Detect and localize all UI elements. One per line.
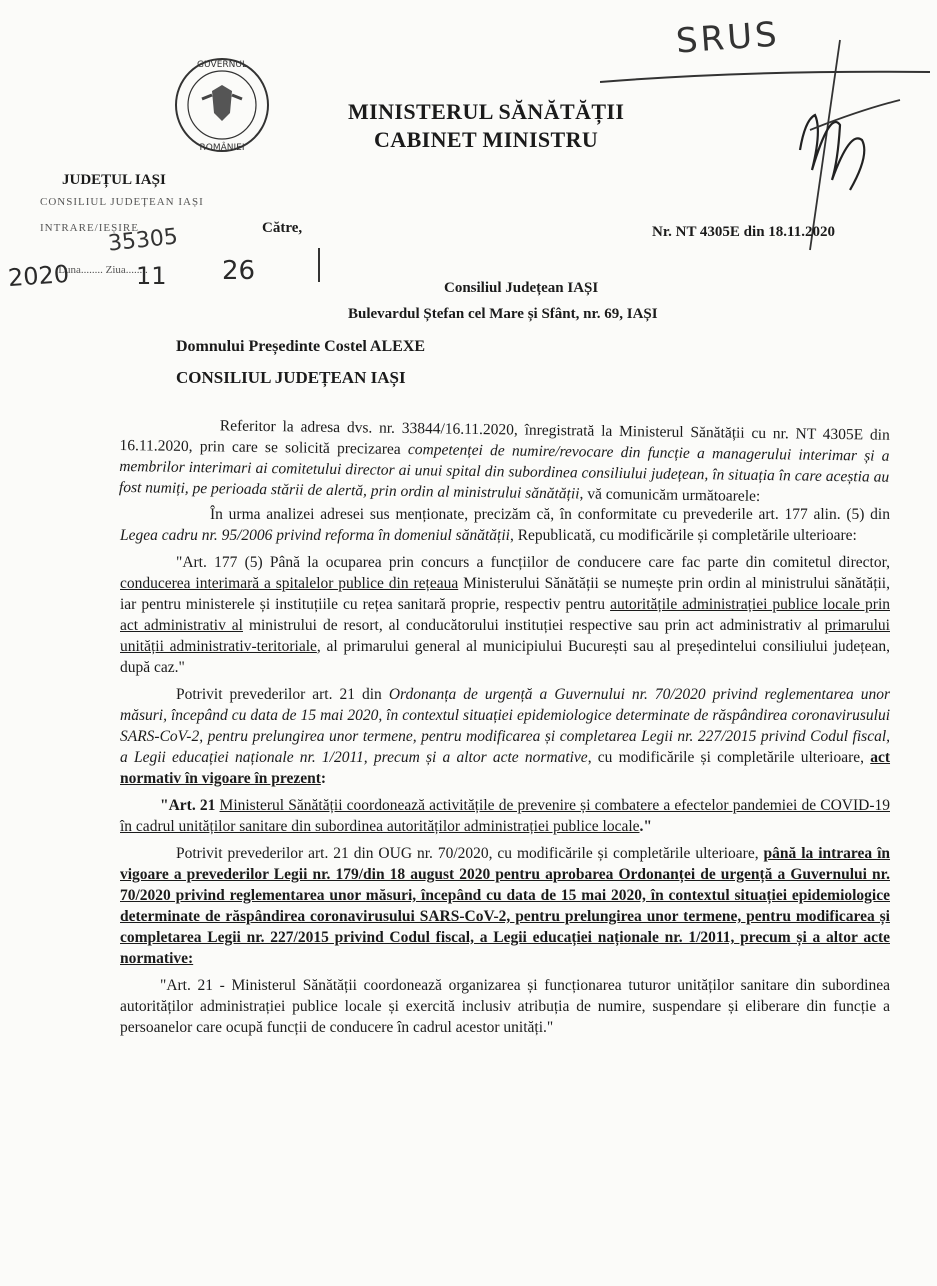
salutation-institution: CONSILIUL JUDEȚEAN IAȘI [176, 368, 406, 387]
recipient-label: Către, [262, 220, 303, 236]
stamp-number: 35305 [106, 224, 180, 257]
ministry-name: MINISTERUL SĂNĂTĂȚII [348, 99, 625, 124]
quote-art-177: "Art. 177 (5) Până la ocuparea prin concurs a funcțiilor de conducere care fac parte din comitetul director, conducerea interimară a spitalelor publice din rețeaua Ministerului Sănătății se numește prin ordin al ministrului sănătății, iar pentru ministerele și instituțiile cu rețea sanitară proprie, respectiv pentru autoritățile administrației publice locale prin act administrativ al ministrului de resort, al conducătorului instituției respective sau prin act administrativ al primarului unității administrativ-teritoriale, al primarului general al municipiului București sau al președintelui consiliului județean, după caz." [120, 554, 891, 676]
address-line1: Consiliul Județean IAȘI [444, 280, 599, 296]
salutation-name: Domnului Președinte Costel ALEXE [176, 338, 426, 355]
margin-mark [318, 248, 320, 282]
address-line2: Bulevardul Ștefan cel Mare și Sfânt, nr. 69, IAȘI [348, 306, 658, 322]
stamp-entry: INTRARE/IEȘIRE [40, 222, 139, 234]
svg-text:GUVERNUL: GUVERNUL [197, 60, 247, 70]
stamp-month: 11 [136, 262, 167, 290]
stamp-day: 26 [222, 256, 256, 286]
quote-art-21-previous: "Art. 21 - Ministerul Sănătății coordonează organizarea și funcționarea tuturor unităților sanitare din subordinea autorităților administrației publice locale și exercită inclusiv atribuția de numire, suspendare și eliberare din funcție a persoanelor care ocupă funcții de conducere în cadrul acestor unități." [120, 977, 890, 1036]
paragraph-3: Potrivit prevederilor art. 21 din Ordonanța de urgență a Guvernului nr. 70/2020 privind reglementarea unor măsuri, începând cu data de 15 mai 2020, în contextul situației epidemiologice determinate de răspândirea coronavirusului SARS-CoV-2, pentru prelungirea unor termene, pentru modificarea și completarea Legii nr. 227/2015 privind Codul fiscal, a Legii educației naționale nr. 1/2011, precum și a altor acte normative, cu modificările și completările ulterioare, act normativ în vigoare în prezent: [120, 686, 891, 787]
svg-text:ROMÂNIEI: ROMÂNIEI [199, 143, 245, 153]
letter-body [120, 414, 890, 1044]
registry-stamp [0, 172, 303, 312]
paragraph-4: Potrivit prevederilor art. 21 din OUG nr. 70/2020, cu modificările și completările ulterioare, până la intrarea în vigoare a prevederilor Legii nr. 179/din 18 august 2020 pentru aprobarea Ordonanței de urgență a Guvernului nr. 70/2020 privind reglementarea unor măsuri, începând cu data de 15 mai 2020, în contextul situației epidemiologice determinate de răspândirea coronavirusului SARS-CoV-2, pentru prelungirea unor termene, pentru modificarea și completarea Legii nr. 227/2015 privind Codul fiscal, a Legii educației naționale nr. 1/2011, precum și a altor acte normative: [120, 845, 891, 967]
handwritten-code: SRUS [674, 14, 781, 62]
quote-art-21-current: "Art. 21 Ministerul Sănătății coordonează activitățile de prevenire și combatere a efectelor pandemiei de COVID-19 în cadrul unităților sanitare din subordinea autorităților administrației publice locale." [120, 797, 890, 835]
stamp-institution: CONSILIUL JUDEȚEAN IAȘI [40, 196, 204, 208]
stamp-year: 2020 [7, 259, 70, 293]
stamp-county: JUDEȚUL IAȘI [62, 172, 166, 188]
government-seal [172, 55, 272, 155]
reference-number: Nr. NT 4305E din 18.11.2020 [652, 224, 835, 240]
cabinet-name: CABINET MINISTRU [374, 127, 599, 152]
paragraph-1: Referitor la adresa dvs. nr. 33844/16.11.2020, înregistrată la Ministerul Sănătății cu nr. NT 4305E din 16.11.2020, prin care se solicită precizarea competenței de numire/revocare din funcție a managerului interimar și a membrilor interimari ai comitetului director ai unui spital din subordinea consiliului județean, în situația în care aceștia au fost numiți, pe perioada stării de alertă, prin ordin al ministrului sănătății, vă comunicăm următoarele: [118, 417, 890, 505]
stamp-date-labels: Luna........ Ziua........ [58, 264, 148, 276]
paragraph-2: În urma analizei adresei sus menționate, precizăm că, în conformitate cu prevederile art. 177 alin. (5) din Legea cadru nr. 95/2006 privind reforma în domeniul sănătății, Republicată, cu modificările și completările ulterioare: [120, 506, 890, 544]
